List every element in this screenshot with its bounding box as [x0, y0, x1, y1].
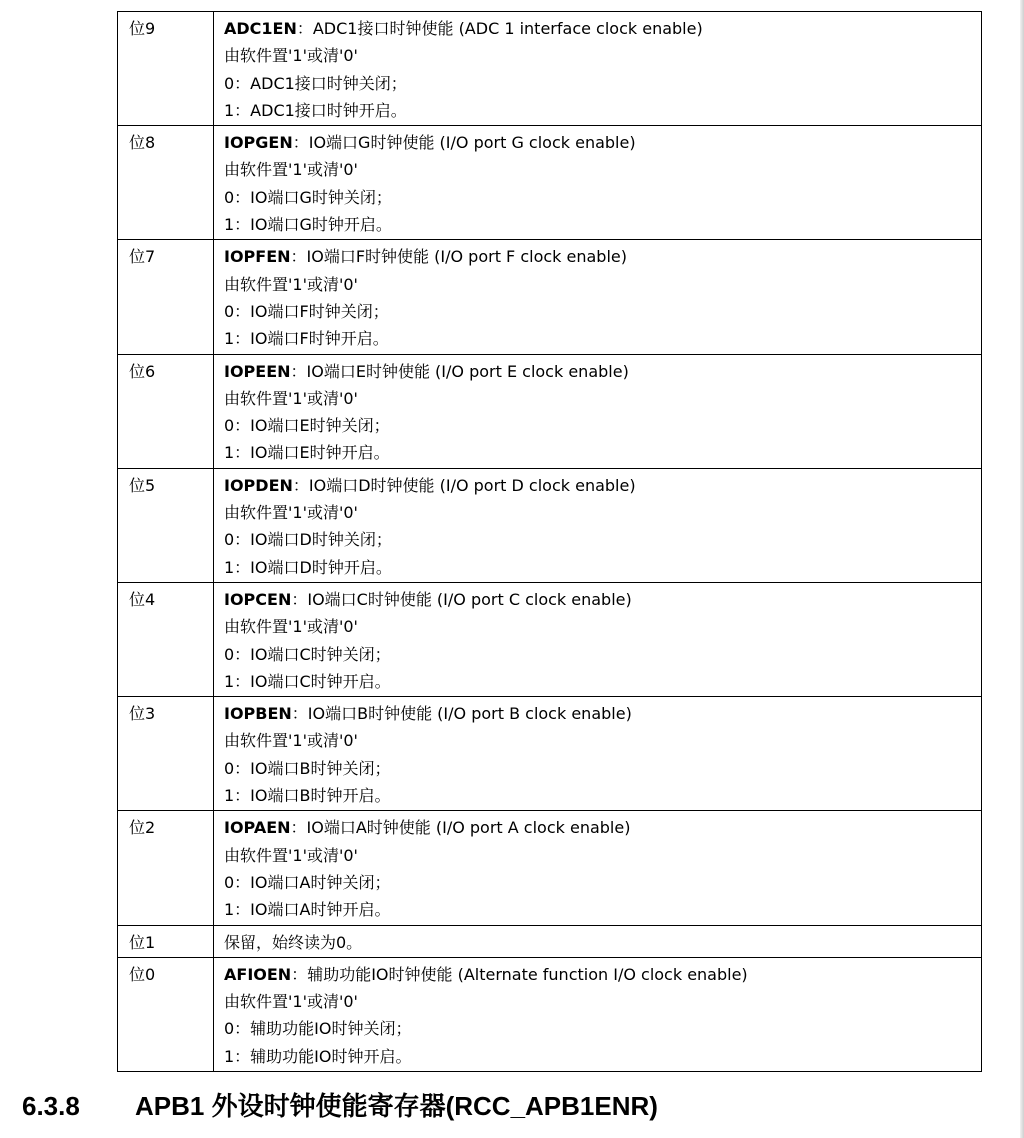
bit-number: 位8 — [129, 133, 156, 153]
field-value-0-line: 0：IO端口B时钟关闭； — [224, 758, 391, 778]
bit-number-cell — [118, 240, 214, 354]
bit-number-cell — [118, 468, 214, 582]
table-row — [118, 811, 982, 925]
field-title-line — [224, 586, 981, 613]
bit-number-cell — [118, 12, 214, 126]
bit-description-cell — [214, 240, 982, 354]
field-title-text: ：IO端口D时钟使能 (I/O port D clock enable) — [292, 475, 636, 495]
bit-description-cell — [214, 697, 982, 811]
field-name: ADC1EN — [224, 19, 297, 38]
field-name: AFIOEN — [224, 964, 292, 984]
field-title-line — [224, 243, 981, 270]
field-title-text: ：IO端口G时钟使能 (I/O port G clock enable) — [292, 133, 636, 153]
field-value-0-line: 0：IO端口D时钟关闭； — [224, 530, 392, 550]
bit-number-cell — [118, 811, 214, 925]
bit-description-cell — [214, 468, 982, 582]
field-name: IOPCEN — [224, 589, 292, 609]
field-title-text: ：IO端口E时钟使能 (I/O port E clock enable) — [290, 361, 629, 381]
bit-number: 位6 — [129, 361, 156, 381]
bit-number: 位1 — [129, 932, 156, 952]
field-title-text: ：辅助功能IO时钟使能 (Alternate function I/O clock enable) — [291, 964, 748, 984]
table-row — [118, 582, 982, 696]
field-value-1-line: 1：IO端口A时钟开启。 — [224, 900, 391, 920]
bit-description-cell — [214, 957, 982, 1071]
field-name: IOPGEN — [224, 133, 293, 153]
bit-number-cell — [118, 354, 214, 468]
field-desc-line: 由软件置'1'或清'0' — [224, 503, 358, 523]
field-desc-line: 由软件置'1'或清'0' — [224, 274, 358, 294]
bit-number: 位7 — [129, 247, 156, 267]
field-title-line — [224, 15, 981, 42]
section-heading — [22, 1086, 658, 1123]
field-desc-line: 由软件置'1'或清'0' — [224, 992, 358, 1012]
field-value-1-line: 1：ADC1接口时钟开启。 — [224, 100, 407, 120]
field-title-line — [224, 961, 981, 988]
bit-description-cell — [214, 354, 982, 468]
field-value-1-line: 1：辅助功能IO时钟开启。 — [224, 1046, 412, 1066]
bit-number-cell — [118, 582, 214, 696]
reserved-text: 保留，始终读为0。 — [224, 932, 363, 952]
field-name: IOPEEN — [224, 361, 291, 381]
field-value-0-line: 0：IO端口E时钟关闭； — [224, 416, 390, 436]
field-value-1-line: 1：IO端口B时钟开启。 — [224, 786, 391, 806]
field-title-text: ：IO端口C时钟使能 (I/O port C clock enable) — [291, 589, 632, 609]
table-row-reserved — [118, 925, 982, 957]
section-number: 6.3.8 — [22, 1091, 80, 1121]
bit-description-cell — [214, 582, 982, 696]
field-name: IOPFEN — [224, 247, 291, 267]
table-row — [118, 957, 982, 1071]
field-value-0-line: 0：IO端口G时钟关闭； — [224, 187, 392, 207]
field-title-line — [224, 129, 981, 156]
field-value-1-line: 1：IO端口C时钟开启。 — [224, 671, 391, 691]
field-value-1-line: 1：IO端口G时钟开启。 — [224, 215, 392, 235]
field-title-line — [224, 700, 981, 727]
field-title-line — [224, 472, 981, 499]
bit-description-cell — [214, 811, 982, 925]
bit-number-cell — [118, 126, 214, 240]
bit-number-cell — [118, 957, 214, 1071]
field-name: IOPAEN — [224, 818, 291, 838]
bit-number: 位3 — [129, 704, 156, 724]
field-name: IOPBEN — [224, 704, 292, 724]
field-desc-line: 由软件置'1'或清'0' — [224, 845, 358, 865]
bit-description-cell — [214, 925, 982, 957]
table-row — [118, 697, 982, 811]
field-name: IOPDEN — [224, 475, 293, 495]
field-title-text: ：IO端口A时钟使能 (I/O port A clock enable) — [290, 818, 631, 838]
bit-number: 位2 — [129, 818, 156, 838]
field-value-0-line: 0：辅助功能IO时钟关闭； — [224, 1019, 412, 1039]
bit-description-cell — [214, 126, 982, 240]
field-value-1-line: 1：IO端口D时钟开启。 — [224, 557, 392, 577]
bit-number-cell — [118, 697, 214, 811]
bit-description-cell — [214, 12, 982, 126]
field-title-text: ：IO端口B时钟使能 (I/O port B clock enable) — [291, 704, 632, 724]
bit-number: 位0 — [129, 964, 156, 984]
field-desc-line: 由软件置'1'或清'0' — [224, 46, 358, 66]
field-desc-line: 由软件置'1'或清'0' — [224, 160, 358, 180]
field-value-0-line: 0：IO端口C时钟关闭； — [224, 644, 391, 664]
table-row — [118, 468, 982, 582]
bit-number: 位9 — [129, 19, 156, 38]
field-value-0-line: 0：ADC1接口时钟关闭； — [224, 73, 407, 93]
field-title-text: ：ADC1接口时钟使能 (ADC 1 interface clock enable) — [296, 19, 703, 38]
field-desc-line: 由软件置'1'或清'0' — [224, 617, 358, 637]
table-row — [118, 240, 982, 354]
field-value-0-line: 0：IO端口F时钟关闭； — [224, 301, 389, 321]
bit-number: 位5 — [129, 475, 156, 495]
bit-number-cell — [118, 925, 214, 957]
register-bit-table — [117, 11, 982, 1072]
table-row — [118, 354, 982, 468]
section-title-text: APB1 外设时钟使能寄存器(RCC_APB1ENR) — [135, 1091, 658, 1121]
field-value-0-line: 0：IO端口A时钟关闭； — [224, 872, 391, 892]
field-value-1-line: 1：IO端口E时钟开启。 — [224, 443, 390, 463]
field-title-line — [224, 814, 981, 841]
field-value-1-line: 1：IO端口F时钟开启。 — [224, 329, 389, 349]
field-title-line — [224, 358, 981, 385]
table-row — [118, 126, 982, 240]
field-desc-line: 由软件置'1'或清'0' — [224, 731, 358, 751]
window-edge — [1020, 0, 1024, 1138]
field-desc-line: 由软件置'1'或清'0' — [224, 388, 358, 408]
table-row — [118, 12, 982, 126]
field-title-text: ：IO端口F时钟使能 (I/O port F clock enable) — [290, 247, 627, 267]
bit-number: 位4 — [129, 589, 156, 609]
